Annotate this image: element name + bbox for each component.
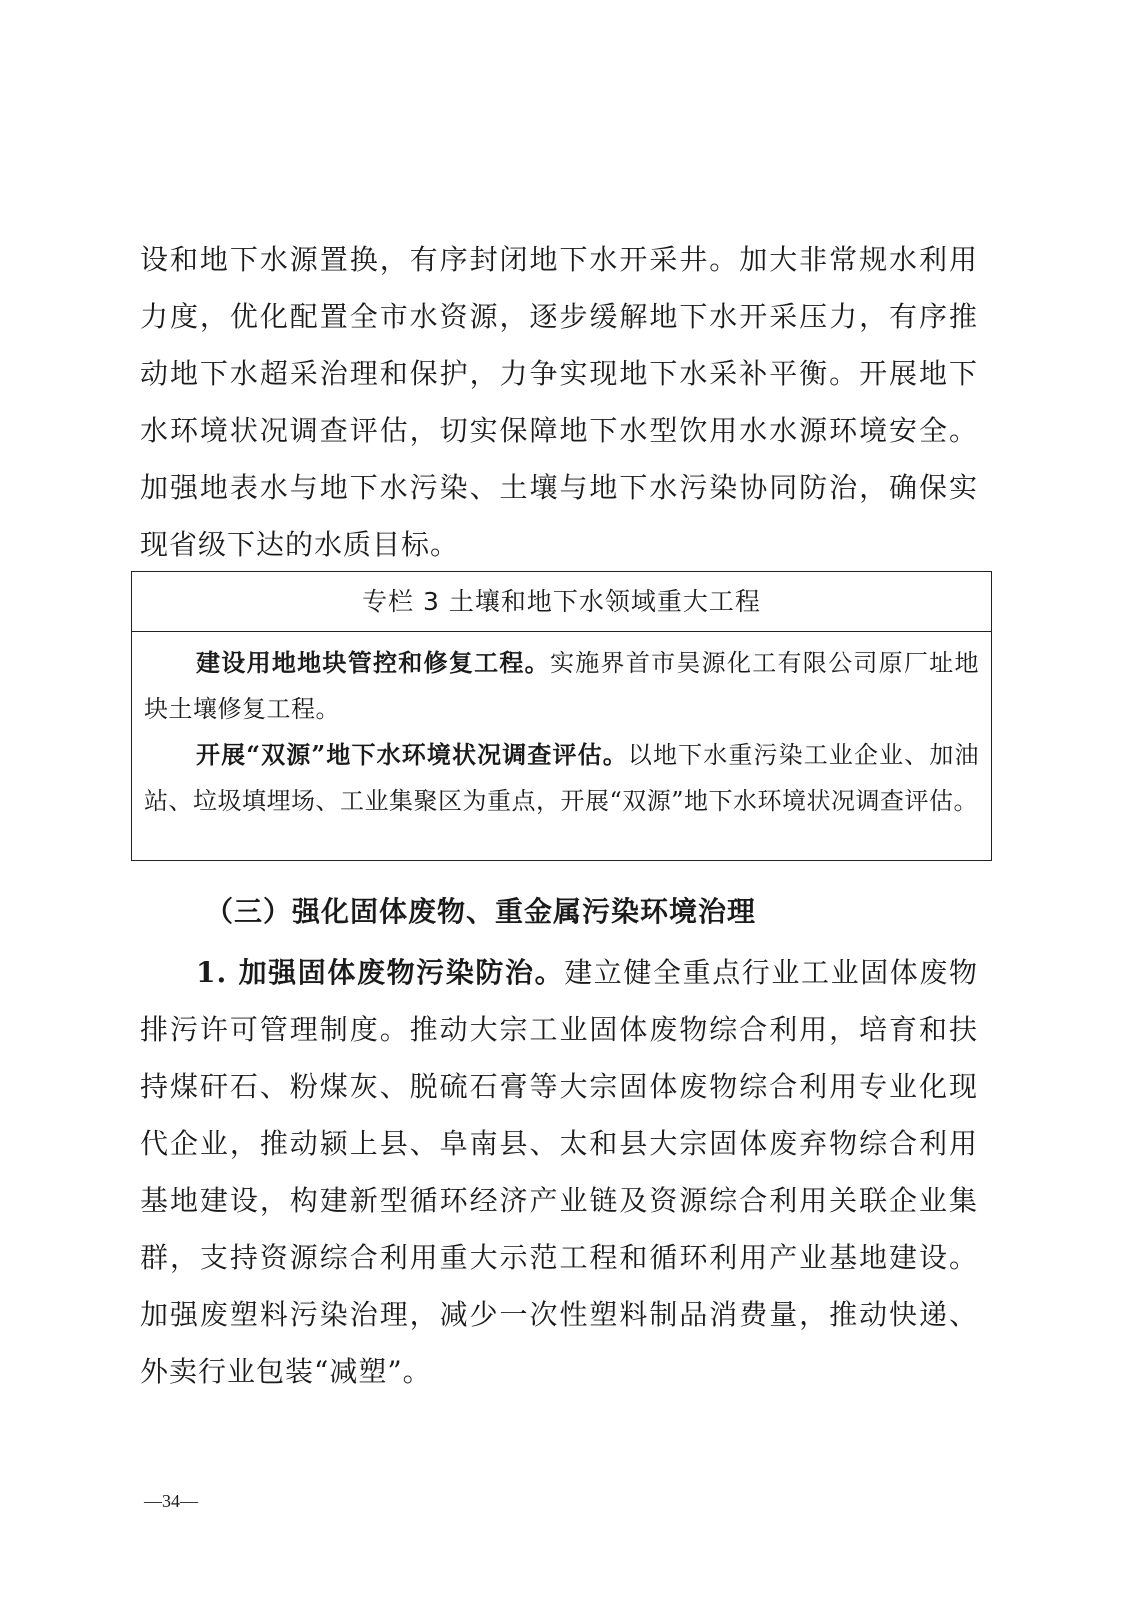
- paragraph-text: 建立健全重点行业工业固体废物排污许可管理制度。推动大宗工业固体废物综合利用，培育和扶持煤矸石、粉煤灰、脱硫石膏等大宗固体废物综合利用专业化现代企业，推动颍上县、阜南县、太和县大宗固体废弃物综合利用基地建设，构建新型循环经济产业链及资源综合利用关联企业集群，支持资源综合利用重大示范工程和循环利用产业基地建设。加强废塑料污染治理，减少一次性塑料制品消费量，推动快递、外卖行业包装“减塑”。: [140, 956, 978, 1388]
- special-column-item: [144, 640, 979, 732]
- special-column-item: [144, 732, 979, 824]
- item-text: 以地下水重污染工业企业、加油站、垃圾填埋场、工业集聚区为重点，开展“双源”地下水环境状况调查评估。: [144, 741, 980, 815]
- paragraph-bottom: [140, 944, 978, 1400]
- page-number: —34—: [144, 1491, 198, 1511]
- item-lead: 建设用地地块管控和修复工程。: [196, 648, 550, 677]
- special-column-body: [132, 632, 991, 824]
- special-column-title: 专栏 3 土壤和地下水领域重大工程: [132, 572, 991, 632]
- section-heading: （三）强化固体废物、重金属污染环境治理: [205, 895, 757, 928]
- paragraph-lead: 1. 加强固体废物污染防治。: [196, 956, 565, 989]
- special-column-box: [131, 571, 992, 861]
- item-lead: 开展“双源”地下水环境状况调查评估。: [196, 740, 628, 769]
- paragraph-top: 设和地下水源置换，有序封闭地下水开采井。加大非常规水利用力度，优化配置全市水资源，逐步缓解地下水开采压力，有序推动地下水超采治理和保护，力争实现地下水采补平衡。开展地下水环境状况调查评估，切实保障地下水型饮用水水源环境安全。加强地表水与地下水污染、土壤与地下水污染协同防治，确保实现省级下达的水质目标。: [140, 243, 978, 561]
- item-text: 实施界首市昊源化工有限公司原厂址地块土壤修复工程。: [144, 649, 980, 723]
